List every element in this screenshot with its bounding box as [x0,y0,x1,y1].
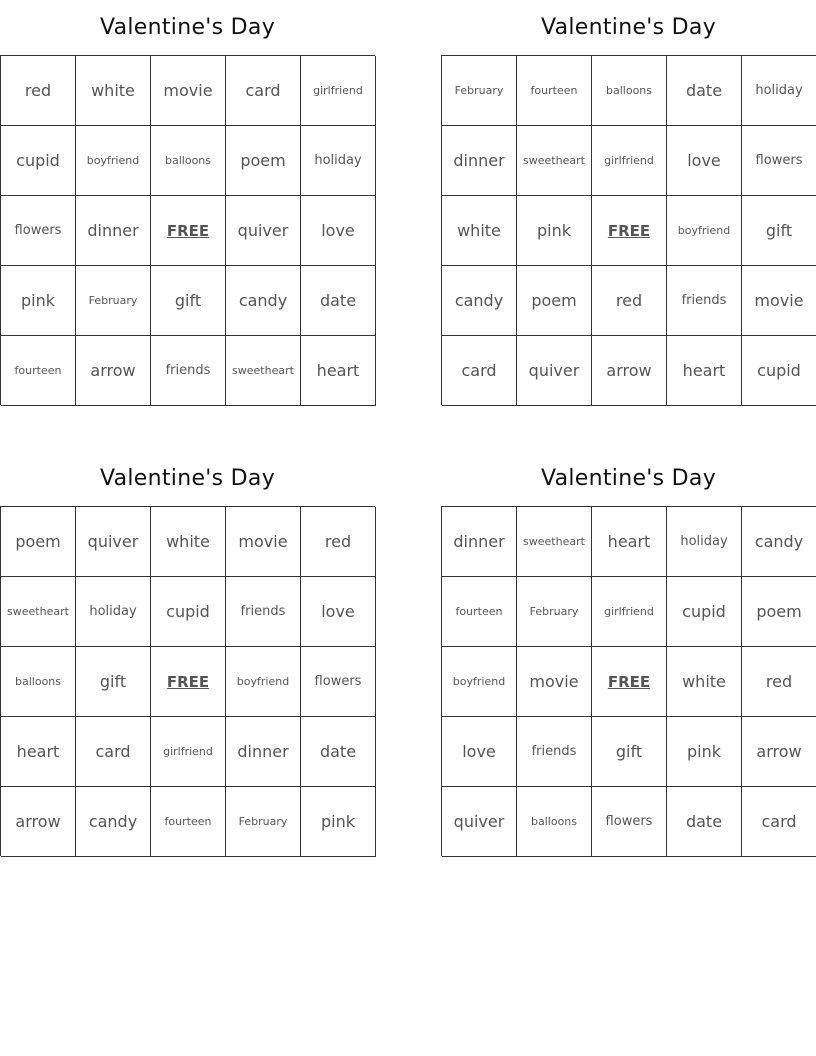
bingo-cell: sweetheart [517,126,592,196]
bingo-cell: gift [742,196,816,266]
bingo-cell: flowers [301,647,376,717]
free-space: FREE [151,647,226,717]
bingo-card [441,461,816,856]
bingo-cell: candy [442,266,517,336]
bingo-cell: arrow [742,717,816,787]
bingo-cell: February [517,577,592,647]
free-space: FREE [151,196,226,266]
bingo-cell: candy [742,507,816,577]
bingo-cell: holiday [76,577,151,647]
bingo-cell: red [301,507,376,577]
bingo-cell: balloons [517,787,592,857]
bingo-cell: flowers [1,196,76,266]
bingo-cell: boyfriend [442,647,517,717]
bingo-cell: arrow [1,787,76,857]
bingo-cell: cupid [742,336,816,406]
bingo-cell: girlfriend [592,577,667,647]
bingo-cell: friends [667,266,742,336]
bingo-cell: poem [742,577,816,647]
bingo-cell: pink [667,717,742,787]
bingo-cell: February [226,787,301,857]
bingo-cell: red [1,56,76,126]
bingo-cell: card [442,336,517,406]
bingo-cell: flowers [742,126,816,196]
card-title: Valentine's Day [99,15,276,40]
bingo-cell: card [226,56,301,126]
bingo-cell: movie [742,266,816,336]
bingo-grid [0,506,375,856]
bingo-cell: dinner [442,126,517,196]
bingo-cell: February [442,56,517,126]
bingo-cell: heart [301,336,376,406]
card-title: Valentine's Day [540,466,717,491]
bingo-cell: date [667,56,742,126]
bingo-cell: friends [151,336,226,406]
bingo-cell: gift [592,717,667,787]
bingo-cell: girlfriend [592,126,667,196]
bingo-cell: balloons [151,126,226,196]
bingo-card [441,10,816,405]
bingo-cell: card [76,717,151,787]
bingo-cell: arrow [592,336,667,406]
bingo-cell: poem [226,126,301,196]
bingo-cell: flowers [592,787,667,857]
bingo-cell: friends [517,717,592,787]
bingo-cell: girlfriend [301,56,376,126]
bingo-cell: love [301,577,376,647]
bingo-cell: movie [151,56,226,126]
bingo-cell: date [301,266,376,336]
bingo-card [0,10,375,405]
bingo-cell: balloons [1,647,76,717]
bingo-cell: pink [1,266,76,336]
bingo-cell: red [742,647,816,717]
bingo-cell: love [667,126,742,196]
bingo-grid [441,506,816,856]
bingo-cell: movie [517,647,592,717]
bingo-cell: card [742,787,816,857]
bingo-cell: fourteen [1,336,76,406]
bingo-cell: candy [76,787,151,857]
bingo-cell: quiver [517,336,592,406]
bingo-cell: cupid [151,577,226,647]
bingo-cell: white [151,507,226,577]
free-space: FREE [592,647,667,717]
bingo-cell: fourteen [151,787,226,857]
bingo-grid [0,55,375,405]
bingo-cell: gift [76,647,151,717]
bingo-cell: sweetheart [1,577,76,647]
bingo-cell: fourteen [442,577,517,647]
bingo-cell: heart [592,507,667,577]
bingo-cell: love [442,717,517,787]
bingo-cell: quiver [442,787,517,857]
free-space: FREE [592,196,667,266]
bingo-cell: arrow [76,336,151,406]
bingo-cell: white [76,56,151,126]
bingo-cell: white [442,196,517,266]
bingo-cell: dinner [226,717,301,787]
bingo-card [0,461,375,856]
bingo-cell: poem [1,507,76,577]
bingo-cell: dinner [76,196,151,266]
bingo-cell: white [667,647,742,717]
bingo-cell: holiday [742,56,816,126]
bingo-cell: balloons [592,56,667,126]
bingo-cell: movie [226,507,301,577]
bingo-cell: boyfriend [226,647,301,717]
card-title: Valentine's Day [540,15,717,40]
bingo-cell: holiday [667,507,742,577]
bingo-cell: date [301,717,376,787]
bingo-cell: boyfriend [76,126,151,196]
bingo-cell: sweetheart [226,336,301,406]
bingo-cell: candy [226,266,301,336]
bingo-cell: quiver [76,507,151,577]
bingo-cell: heart [667,336,742,406]
bingo-cell: cupid [667,577,742,647]
bingo-cell: gift [151,266,226,336]
bingo-cell: holiday [301,126,376,196]
bingo-cell: boyfriend [667,196,742,266]
bingo-cell: quiver [226,196,301,266]
bingo-cell: poem [517,266,592,336]
bingo-cell: love [301,196,376,266]
bingo-cell: date [667,787,742,857]
card-title: Valentine's Day [99,466,276,491]
bingo-cell: heart [1,717,76,787]
bingo-cell: girlfriend [151,717,226,787]
bingo-cell: pink [301,787,376,857]
bingo-cell: red [592,266,667,336]
bingo-cell: dinner [442,507,517,577]
bingo-cell: fourteen [517,56,592,126]
bingo-cell: cupid [1,126,76,196]
bingo-cell: pink [517,196,592,266]
bingo-cell: friends [226,577,301,647]
bingo-cell: February [76,266,151,336]
bingo-grid [441,55,816,405]
bingo-cell: sweetheart [517,507,592,577]
